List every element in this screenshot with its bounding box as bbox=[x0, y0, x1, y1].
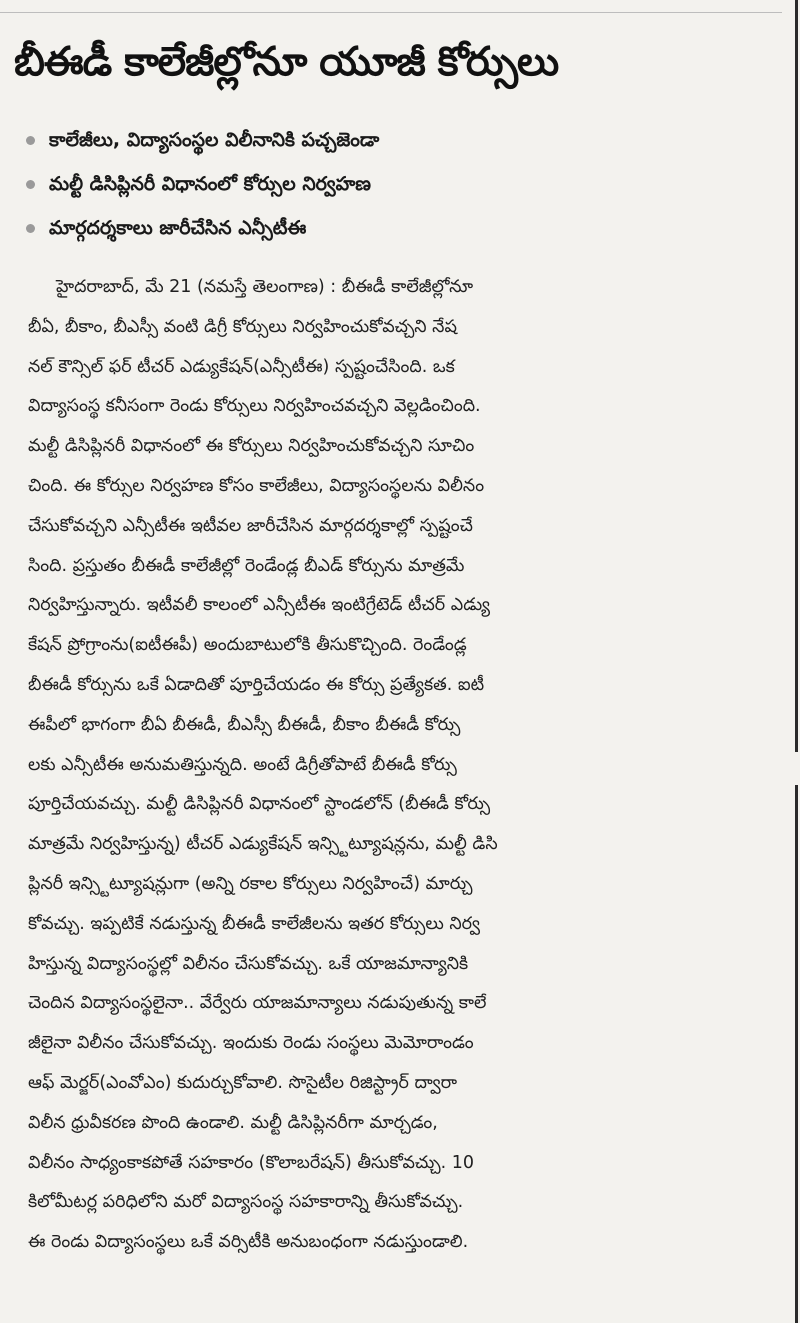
body-line: హిస్తున్న విద్యాసంస్థల్లో విలీనం చేసుకోవచ్చు. ఒకే యాజమాన్యానికి bbox=[28, 953, 469, 974]
article-headline: బీఈడీ కాలేజీల్లోనూ యూజీ కోర్సులు bbox=[14, 39, 559, 85]
body-line: విలీన ధ్రువీకరణ పొంది ఉండాలి. మల్టీ డిసిప్లినరీగా మార్చడం, bbox=[28, 1112, 438, 1133]
article-subheadings bbox=[26, 118, 786, 250]
article-body bbox=[28, 268, 788, 1263]
body-line: చెందిన విద్యాసంస్థలైనా.. వేర్వేరు యాజమాన్యాలు నడుపుతున్న కాలే bbox=[28, 993, 487, 1014]
body-line: కిలోమీటర్ల పరిధిలోని మరో విద్యాసంస్థ సహకారాన్ని తీసుకోవచ్చు. bbox=[28, 1192, 464, 1213]
bullet-icon bbox=[26, 180, 35, 189]
body-line: ప్లినరీ ఇన్స్టిట్యూషన్లుగా (అన్ని రకాల కోర్సులు నిర్వహించే) మార్చు bbox=[28, 873, 473, 894]
body-line: మల్టీ డిసిప్లినరీ విధానంలో ఈ కోర్సులు నిర్వహించుకోవచ్చని సూచిం bbox=[28, 436, 475, 457]
body-line: విలీనం సాధ్యంకాకపోతే సహకారం (కొలాబరేషన్) తీసుకోవచ్చు. 10 bbox=[28, 1152, 474, 1173]
body-line: కోవచ్చు. ఇప్పటికే నడుస్తున్న బీఈడీ కాలేజీలను ఇతర కోర్సులు నిర్వ bbox=[28, 913, 481, 934]
subheading-item bbox=[26, 118, 786, 162]
bullet-icon bbox=[26, 224, 35, 233]
top-divider bbox=[0, 12, 782, 13]
body-line: బీఏ, బీకాం, బీఎస్సీ వంటి డిగ్రీ కోర్సులు నిర్వహించుకోవచ్చని నేష bbox=[28, 316, 457, 337]
subheading-text: మార్గదర్శకాలు జారీచేసిన ఎన్సీటీఈ bbox=[49, 217, 307, 239]
body-line: హైదరాబాద్, మే 21 (నమస్తే తెలంగాణ) : బీఈడీ కాలేజీల్లోనూ bbox=[56, 277, 474, 297]
body-line: జీలైనా విలీనం చేసుకోవచ్చు. ఇందుకు రెండు సంస్థలు మెమోరాండం bbox=[28, 1033, 474, 1054]
body-line: నల్ కౌన్సిల్ ఫర్ టీచర్ ఎడ్యుకేషన్(ఎన్సీటీఈ) స్పష్టంచేసింది. ఒక bbox=[28, 356, 455, 377]
body-line: చింది. ఈ కోర్సుల నిర్వహణ కోసం కాలేజీలు, విద్యాసంస్థలను విలీనం bbox=[28, 475, 485, 496]
body-line: ఈపీలో భాగంగా బీఏ బీఈడీ, బీఎస్సీ బీఈడీ, బీకాం బీఈడీ కోర్సు bbox=[28, 714, 461, 735]
subheading-item bbox=[26, 162, 786, 206]
column-divider-bottom bbox=[795, 785, 798, 1323]
body-line: లకు ఎన్సీటీఈ అనుమతిస్తున్నది. అంటే డిగ్రీతోపాటే బీఈడీ కోర్సు bbox=[28, 754, 457, 775]
column-divider-top bbox=[795, 0, 798, 752]
bullet-icon bbox=[26, 136, 35, 145]
subheading-text: కాలేజీలు, విద్యాసంస్థల విలీనానికి పచ్చజెండా bbox=[49, 129, 380, 151]
body-line: బీఈడీ కోర్సును ఒకే ఏడాదితో పూర్తిచేయడం ఈ కోర్సు ప్రత్యేకత. ఐటీ bbox=[28, 674, 485, 695]
body-line: చేసుకోవచ్చని ఎన్సీటీఈ ఇటీవల జారీచేసిన మార్గదర్శకాల్లో స్పష్టంచే bbox=[28, 515, 473, 536]
body-line: ఆఫ్ మెర్జర్(ఎంవోఎం) కుదుర్చుకోవాలి. సొసైటీల రిజిస్ట్రార్ ద్వారా bbox=[28, 1072, 458, 1093]
body-line: కేషన్ ప్రోగ్రాంను(ఐటీఈపీ) అందుబాటులోకి తీసుకొచ్చింది. రెండేండ్ల bbox=[28, 635, 467, 656]
body-line: విద్యాసంస్థ కనీసంగా రెండు కోర్సులు నిర్వహించవచ్చని వెల్లడించింది. bbox=[28, 396, 481, 417]
body-line: పూర్తిచేయవచ్చు. మల్టీ డిసిప్లినరీ విధానంలో స్టాండలోన్ (బీఈడీ కోర్సు bbox=[28, 794, 491, 815]
body-line: నిర్వహిస్తున్నారు. ఇటీవలీ కాలంలో ఎన్సీటీఈ ఇంటిగ్రేటెడ్ టీచర్ ఎడ్యు bbox=[28, 595, 491, 616]
body-line: మాత్రమే నిర్వహిస్తున్న) టీచర్ ఎడ్యుకేషన్ ఇన్స్టిట్యూషన్లను, మల్టీ డిసి bbox=[28, 834, 498, 855]
body-line: ఈ రెండు విద్యాసంస్థలు ఒకే వర్సిటీకి అనుబంధంగా నడుస్తుండాలి. bbox=[28, 1232, 469, 1253]
subheading-text: మల్టీ డిసిప్లినరీ విధానంలో కోర్సుల నిర్వహణ bbox=[49, 173, 371, 195]
body-line: సింది. ప్రస్తుతం బీఈడీ కాలేజీల్లో రెండేండ్ల బీఎడ్ కోర్సును మాత్రమే bbox=[28, 555, 465, 576]
subheading-item bbox=[26, 206, 786, 250]
